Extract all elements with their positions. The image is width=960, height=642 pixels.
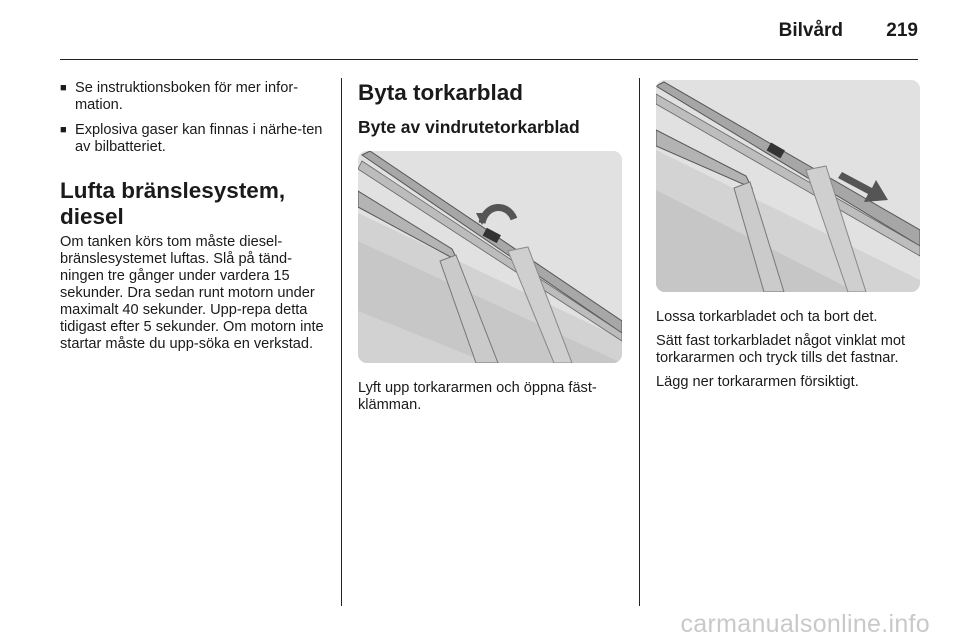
figure-caption: Lyft upp torkararmen och öppna fäst-klämman. xyxy=(358,380,597,413)
watermark-text: carmanualsonline.info xyxy=(680,610,930,638)
section-title-fuel-bleeding: Lufta bränslesystem, diesel xyxy=(60,178,286,229)
step-paragraph: Sätt fast torkarbladet något vinklat mot torkararmen och tryck tills det fastnar. xyxy=(656,333,906,366)
bullet-list xyxy=(60,80,328,156)
body-paragraph: Om tanken körs tom måste diesel-bränslesystemet luftas. Slå på tänd-ningen tre gånger under vardera 15 sekunder. Dra sedan runt motorn under maximalt 40 sekunder. Upp-repa detta tidigast efter 5 sekunder. Om motorn inte startar måste du upp-söka en verkstad. xyxy=(60,234,324,352)
column-divider-2 xyxy=(639,78,640,606)
page-number: 219 xyxy=(886,20,918,41)
bullet-item: ■ Explosiva gaser kan finnas i närhe-ten av bilbatteriet. xyxy=(60,122,328,156)
column-divider-1 xyxy=(341,78,342,606)
wiper-blade-removal-illustration xyxy=(656,80,920,292)
column-3 xyxy=(656,80,920,398)
header-divider xyxy=(60,59,918,60)
bullet-item: ■ Se instruktionsboken för mer infor-mation. xyxy=(60,80,328,114)
wiper-arm-lift-illustration xyxy=(358,151,622,363)
column-2 xyxy=(358,80,624,421)
step-paragraph: Lägg ner torkararmen försiktigt. xyxy=(656,374,859,390)
page-section-title: Bilvård xyxy=(778,20,844,41)
step-paragraph: Lossa torkarbladet och ta bort det. xyxy=(656,309,878,325)
column-1 xyxy=(60,80,328,360)
section-title-wiper-blades: Byta torkarblad xyxy=(358,80,524,105)
subsection-title-windshield-wiper: Byte av vindrutetorkarblad xyxy=(358,117,580,137)
page-header xyxy=(779,20,918,42)
